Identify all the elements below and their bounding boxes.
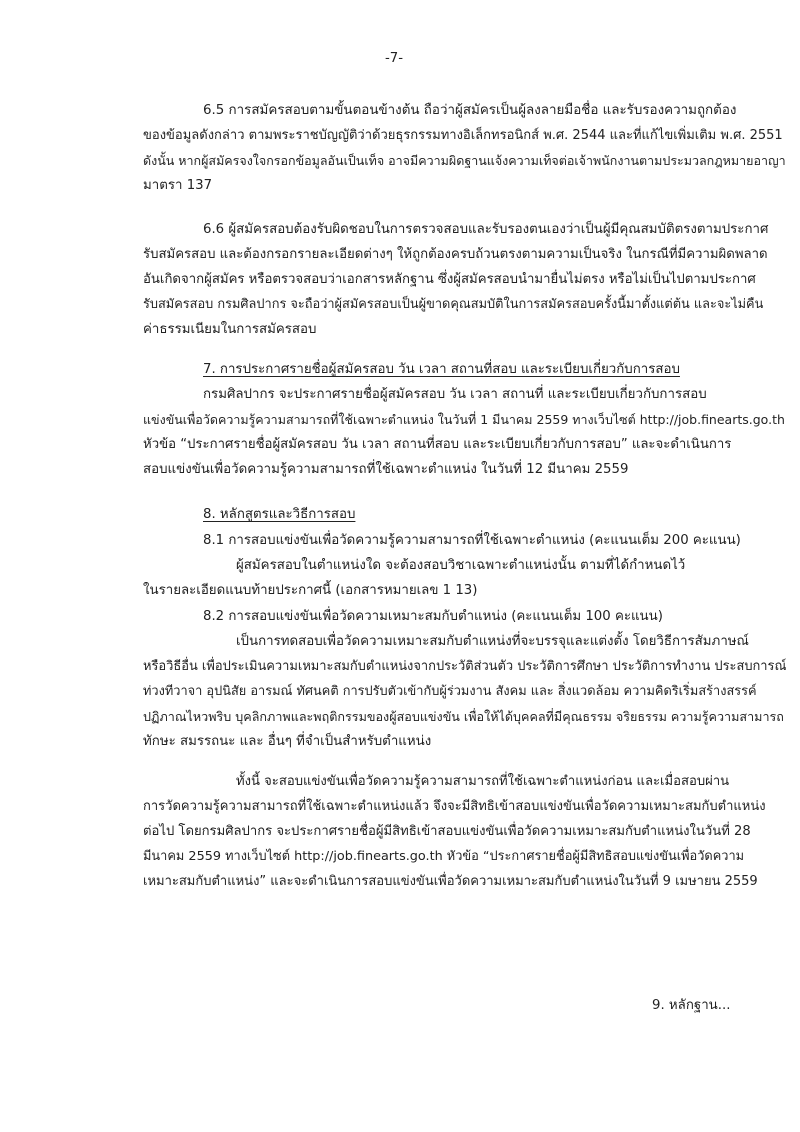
section-6-6-line-4: รับสมัครสอบ กรมศิลปากร จะถือว่าผู้สมัครสอบเป็นผู้ขาดคุณสมบัติในการสมัครสอบครั้งนี้มาตั้งแต่ต้น และจะไม่คืน xyxy=(143,297,764,312)
section-6-5-line-2: ของข้อมูลดังกล่าว ตามพระราชบัญญัติว่าด้วยธุรกรรมทางอิเล็กทรอนิกส์ พ.ศ. 2544 และที่แก้ไขเพิ่มเติม พ.ศ. 2551 xyxy=(143,128,783,143)
continuation-text: 9. หลักฐาน... xyxy=(652,998,731,1013)
section-7-line-2: แข่งขันเพื่อวัดความรู้ความสามารถที่ใช้เฉพาะตำแหน่ง ในวันที่ 1 มีนาคม 2559 ทางเว็บไซต์ http://job.finearts.go.th xyxy=(143,412,785,427)
section-6-5-line-4: มาตรา 137 xyxy=(143,178,213,193)
section-6-6-line-1: 6.6 ผู้สมัครสอบต้องรับผิดชอบในการตรวจสอบและรับรองตนเองว่าเป็นผู้มีคุณสมบัติตรงตามประกาศ xyxy=(203,222,769,237)
section-8-2-line-3: ท่วงทีวาจา อุปนิสัย อารมณ์ ทัศนคติ การปรับตัวเข้ากับผู้ร่วมงาน สังคม และ สิ่งแวดล้อม ความคิดริเริ่มสร้างสรรค์ xyxy=(143,684,757,699)
section-8-2-line-2: หรือวิธีอื่น เพื่อประเมินความเหมาะสมกับตำแหน่งจากประวัติส่วนตัว ประวัติการศึกษา ประวัติการทำงาน ประสบการณ์ xyxy=(143,659,787,674)
section-6-6-line-2: รับสมัครสอบ และต้องกรอกรายละเอียดต่างๆ ให้ถูกต้องครบถ้วนตรงตามความเป็นจริง ในกรณีที่มีความผิดพลาด xyxy=(143,247,768,262)
section-7-line-4: สอบแข่งขันเพื่อวัดความรู้ความสามารถที่ใช้เฉพาะตำแหน่ง ในวันที่ 12 มีนาคม 2559 xyxy=(143,462,629,477)
section-8-closing-line-5: เหมาะสมกับตำแหน่ง” และจะดำเนินการสอบแข่งขันเพื่อวัดความเหมาะสมกับตำแหน่งในวันที่ 9 เมษายน 2559 xyxy=(143,874,758,889)
section-8-2-heading: 8.2 การสอบแข่งขันเพื่อวัดความเหมาะสมกับตำแหน่ง (คะแนนเต็ม 100 คะแนน) xyxy=(203,609,663,624)
section-8-closing-line-1: ทั้งนี้ จะสอบแข่งขันเพื่อวัดความรู้ความสามารถที่ใช้เฉพาะตำแหน่งก่อน และเมื่อสอบผ่าน xyxy=(236,774,730,789)
section-8-closing-line-2: การวัดความรู้ความสามารถที่ใช้เฉพาะตำแหน่งแล้ว จึงจะมีสิทธิเข้าสอบแข่งขันเพื่อวัดความเหมาะสมกับตำแหน่ง xyxy=(143,799,766,814)
section-7-heading: 7. การประกาศรายชื่อผู้สมัครสอบ วัน เวลา สถานที่สอบ และระเบียบเกี่ยวกับการสอบ xyxy=(203,362,680,377)
section-8-1-line-2: ในรายละเอียดแนบท้ายประกาศนี้ (เอกสารหมายเลข 1 13) xyxy=(143,583,478,598)
section-7-line-3: หัวข้อ “ประกาศรายชื่อผู้สมัครสอบ วัน เวลา สถานที่สอบ และระเบียบเกี่ยวกับการสอบ” และจะดำเนินการ xyxy=(143,437,732,452)
section-8-2-line-5: ทักษะ สมรรถนะ และ อื่นๆ ที่จำเป็นสำหรับตำแหน่ง xyxy=(143,734,432,749)
section-8-heading: 8. หลักสูตรและวิธีการสอบ xyxy=(203,507,356,522)
section-6-6-line-3: อันเกิดจากผู้สมัคร หรือตรวจสอบว่าเอกสารหลักฐาน ซึ่งผู้สมัครสอบนำมายื่นไม่ตรง หรือไม่เป็นไปตามประกาศ xyxy=(143,272,756,287)
section-8-1-heading: 8.1 การสอบแข่งขันเพื่อวัดความรู้ความสามารถที่ใช้เฉพาะตำแหน่ง (คะแนนเต็ม 200 คะแนน) xyxy=(203,533,741,548)
section-6-6-line-5: ค่าธรรมเนียมในการสมัครสอบ xyxy=(143,322,317,337)
section-6-5-line-3: ดังนั้น หากผู้สมัครจงใจกรอกข้อมูลอันเป็นเท็จ อาจมีความผิดฐานแจ้งความเท็จต่อเจ้าพนักงานตามประมวลกฎหมายอาญา xyxy=(143,153,786,168)
section-8-closing-line-4: มีนาคม 2559 ทางเว็บไซต์ http://job.finearts.go.th หัวข้อ “ประกาศรายชื่อผู้มีสิทธิสอบแข่งขันเพื่อวัดความ xyxy=(143,849,745,864)
section-8-closing-line-3: ต่อไป โดยกรมศิลปากร จะประกาศรายชื่อผู้มีสิทธิเข้าสอบแข่งขันเพื่อวัดความเหมาะสมกับตำแหน่งในวันที่ 28 xyxy=(143,824,751,839)
page-number: -7- xyxy=(385,51,404,66)
section-6-5-line-1: 6.5 การสมัครสอบตามขั้นตอนข้างต้น ถือว่าผู้สมัครเป็นผู้ลงลายมือชื่อ และรับรองความถูกต้อง xyxy=(203,103,737,118)
section-8-2-line-1: เป็นการทดสอบเพื่อวัดความเหมาะสมกับตำแหน่งที่จะบรรจุและแต่งตั้ง โดยวิธีการสัมภาษณ์ xyxy=(236,634,749,649)
section-8-2-line-4: ปฏิภาณไหวพริบ บุคลิกภาพและพฤติกรรมของผู้สอบแข่งขัน เพื่อให้ได้บุคคลที่มีคุณธรรม จริยธรรม ความรู้ความสามารถ xyxy=(143,709,784,724)
section-8-1-line-1: ผู้สมัครสอบในตำแหน่งใด จะต้องสอบวิชาเฉพาะตำแหน่งนั้น ตามที่ได้กำหนดไว้ xyxy=(236,558,686,573)
section-7-line-1: กรมศิลปากร จะประกาศรายชื่อผู้สมัครสอบ วัน เวลา สถานที่ และระเบียบเกี่ยวกับการสอบ xyxy=(203,387,707,402)
